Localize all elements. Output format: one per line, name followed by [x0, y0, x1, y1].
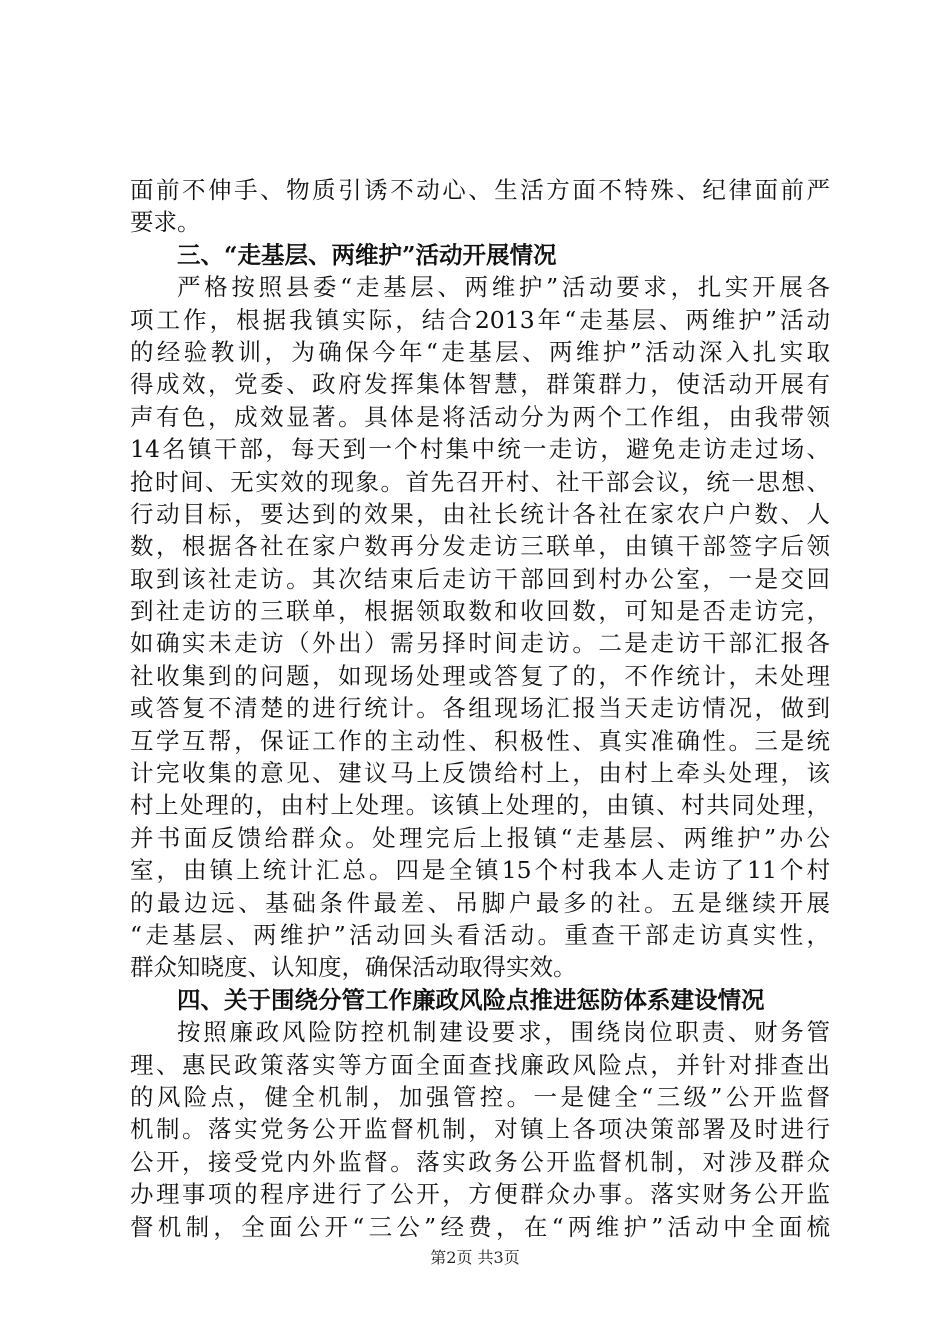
text-line: 项工作，根据我镇实际，结合2013年“走基层、两维护”活动: [130, 305, 830, 334]
text-line: 抢时间、无实效的现象。首先召开村、社干部会议，统一思想、: [130, 467, 830, 496]
heading-text: 四、关于围绕分管工作廉政风险点推进惩防体系建设情况: [177, 985, 765, 1014]
section-heading: [130, 984, 830, 1016]
text-line: 督机制，全面公开“三公”经费，在“两维护”活动中全面梳: [130, 1212, 830, 1241]
text-line: 办理事项的程序进行了公开，方便群众办事。落实财务公开监: [130, 1180, 830, 1209]
text-line: 社收集到的问题，如现场处理或答复了的，不作统计，未处理: [130, 661, 830, 690]
text-line: 要求。: [130, 208, 201, 237]
text-line: 行动目标，要达到的效果，由社长统计各社在家农户户数、人: [130, 499, 830, 528]
text-line: 并书面反馈给群众。处理完后上报镇“走基层、两维护”办公: [130, 823, 830, 852]
text-line: 的经验教训，为确保今年“走基层、两维护”活动深入扎实取: [130, 337, 830, 366]
paragraph: [130, 271, 830, 984]
text-line: 计完收集的意见、建议马上反馈给村上，由村上牵头处理，该: [130, 759, 830, 788]
text-line: 声有色，成效显著。具体是将活动分为两个工作组，由我带领: [130, 402, 830, 431]
text-line: 严格按照县委“走基层、两维护”活动要求，扎实开展各: [177, 273, 830, 302]
text-line: 数，根据各社在家户数再分发走访三联单，由镇干部签字后领: [130, 532, 830, 561]
text-line: 的最边远、基础条件最差、吊脚户最多的社。五是继续开展: [130, 888, 830, 917]
text-line: 室，由镇上统计汇总。四是全镇15个村我本人走访了11个村: [130, 856, 830, 885]
text-line: 理、惠民政策落实等方面全面查找廉政风险点，并针对排查出: [130, 1050, 830, 1079]
text-line: 或答复不清楚的进行统计。各组现场汇报当天走访情况，做到: [130, 694, 830, 723]
document-body: [130, 174, 830, 1243]
text-line: 得成效，党委、政府发挥集体智慧，群策群力，使活动开展有: [130, 370, 830, 399]
text-line: 机制。落实党务公开监督机制，对镇上各项决策部署及时进行: [130, 1115, 830, 1144]
text-line: 面前不伸手、物质引诱不动心、生活方面不特殊、纪律面前严: [130, 176, 830, 204]
text-line: 如确实未走访（外出）需另择时间走访。二是走访干部汇报各: [130, 629, 830, 658]
text-line: 村上处理的，由村上处理。该镇上处理的，由镇、村共同处理，: [130, 791, 830, 820]
text-line: 的风险点，健全机制，加强管控。一是健全“三级”公开监督: [130, 1082, 830, 1111]
paragraph: [130, 1016, 830, 1243]
page-footer: 第2页 共3页: [430, 1248, 520, 1267]
heading-text: 三、“走基层、两维护”活动开展情况: [177, 240, 557, 269]
text-line: 到社走访的三联单，根据领取数和收回数，可知是否走访完，: [130, 597, 830, 626]
paragraph: [130, 174, 830, 239]
text-line: 按照廉政风险防控机制建设要求，围绕岗位职责、财务管: [177, 1018, 830, 1047]
section-heading: [130, 239, 830, 271]
text-line: “走基层、两维护”活动回头看活动。重查干部走访真实性，: [130, 920, 830, 949]
text-line: 取到该社走访。其次结束后走访干部回到村办公室，一是交回: [130, 564, 830, 593]
text-line: 互学互帮，保证工作的主动性、积极性、真实准确性。三是统: [130, 726, 830, 755]
text-line: 群众知晓度、认知度，确保活动取得实效。: [130, 953, 577, 982]
text-line: 公开，接受党内外监督。落实政务公开监督机制，对涉及群众: [130, 1147, 830, 1176]
text-line: 14名镇干部，每天到一个村集中统一走访，避免走访走过场、: [130, 435, 830, 464]
